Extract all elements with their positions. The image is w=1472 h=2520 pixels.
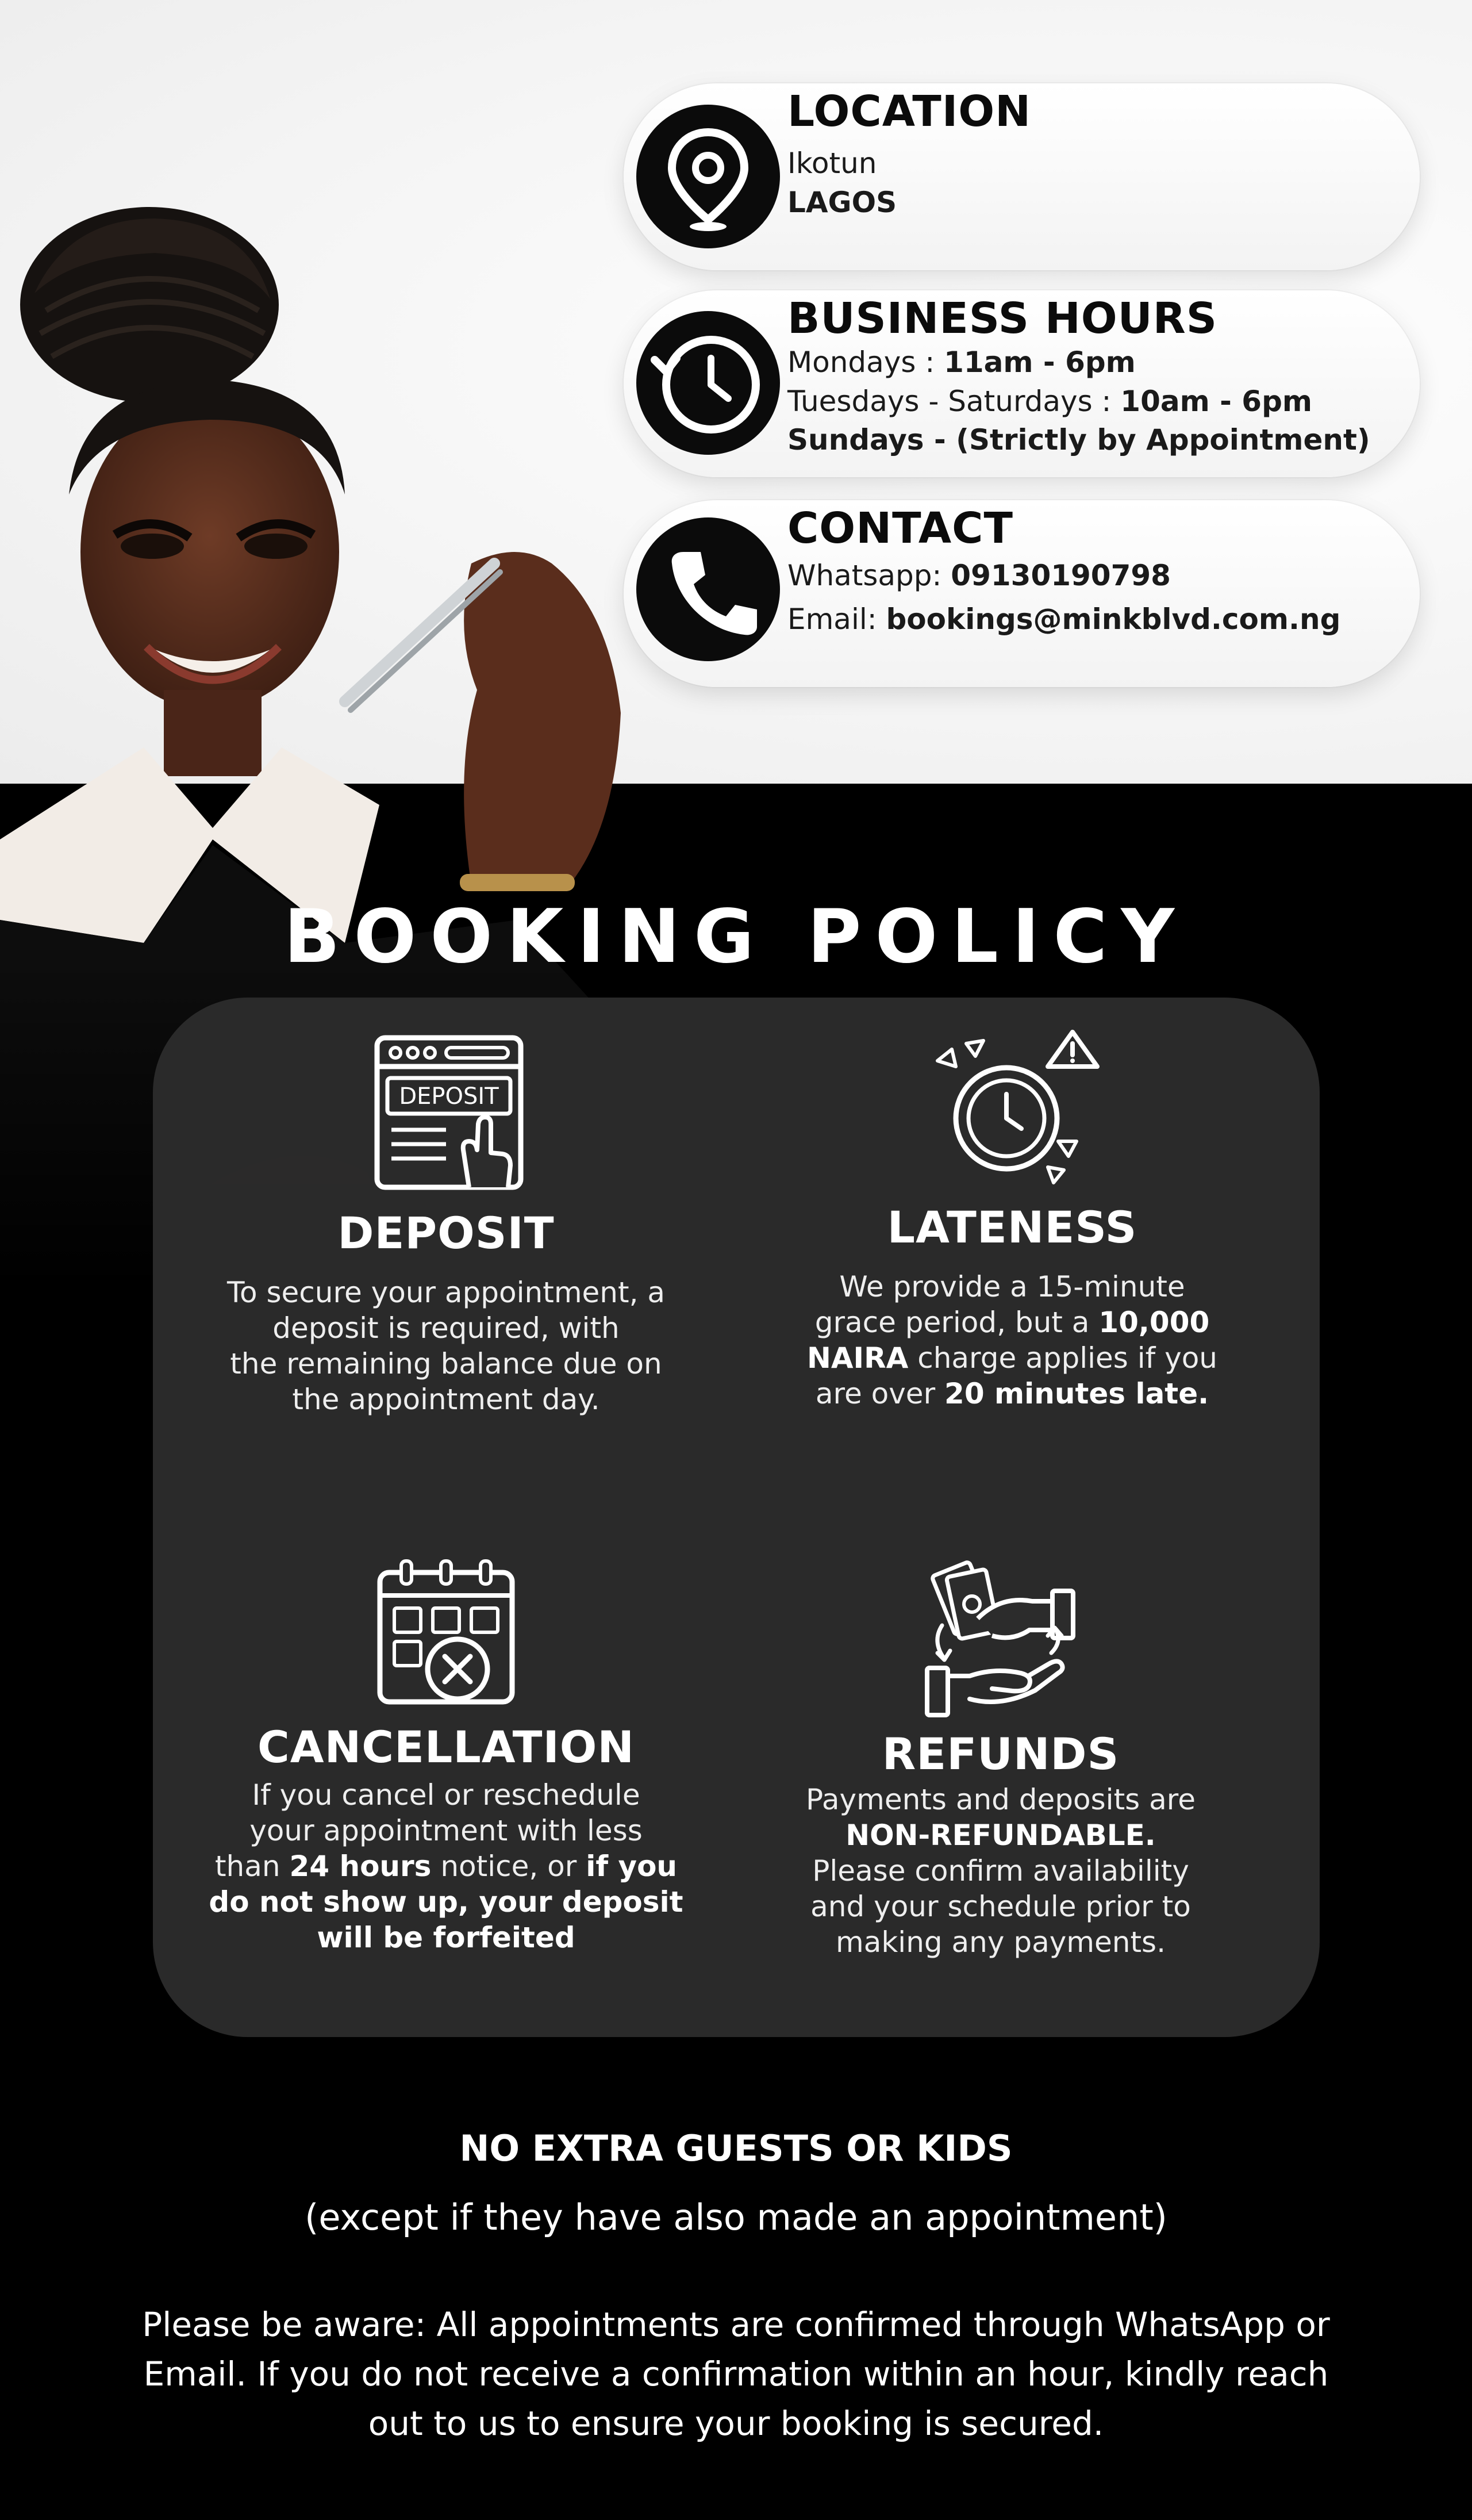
cancellation-heading: CANCELLATION [257,1721,635,1773]
monday-hours-line [787,343,1370,382]
cancellation-line [187,1920,705,1955]
cancellation-bold-part: will be forfeited [317,1921,575,1954]
notice-line: Please be aware: All appointments are confirmed through WhatsApp or [142,2305,1330,2344]
cancellation-bold-part: if you [586,1850,678,1883]
lateness-section [754,1026,1271,1411]
deposit-text [187,1275,705,1417]
deposit-line: the appointment day. [292,1383,600,1416]
clock-icon [636,311,780,455]
email-address[interactable]: bookings@minkblvd.com.ng [886,602,1341,636]
lateness-line [754,1305,1271,1340]
booking-policy-title: BOOKING POLICY [283,894,1189,980]
phone-icon [636,517,780,661]
tue-sat-hours-line [787,382,1370,421]
cancellation-line: your appointment with less [249,1814,643,1847]
lateness-text-part: grace period, but a [814,1306,1099,1339]
lateness-line: We provide a 15-minute [839,1270,1185,1303]
location-pin-icon [636,105,780,248]
deposit-heading: DEPOSIT [337,1207,555,1259]
guests-policy-note: (except if they have also made an appointment) [305,2196,1167,2238]
deposit-section [187,1032,705,1417]
refunds-heading: REFUNDS [882,1728,1120,1779]
cancellation-section [187,1555,705,1955]
cancellation-notice: 24 hours [289,1850,432,1883]
lateness-threshold: 20 minutes late. [944,1377,1209,1410]
lateness-line [754,1340,1271,1376]
whatsapp-label: Whatsapp: [787,559,951,592]
cancellation-text [187,1777,705,1955]
cancellation-line: If you cancel or reschedule [252,1778,640,1812]
tue-sat-hours: 10am - 6pm [1120,384,1312,418]
email-label: Email: [787,602,886,636]
guests-policy-heading: NO EXTRA GUESTS OR KIDS [459,2127,1013,2169]
lateness-line [754,1376,1271,1411]
refunds-text [733,1782,1268,1960]
monday-hours: 11am - 6pm [944,346,1136,379]
whatsapp-line [787,557,1340,596]
cancellation-text-part: than [214,1850,290,1883]
contact-title: CONTACT [787,504,1013,553]
notice-line: Email. If you do not receive a confirmation within an hour, kindly reach [143,2354,1329,2394]
business-hours-card [624,290,1420,477]
money-exchange-icon [914,1555,1087,1722]
refunds-line: and your schedule prior to [810,1890,1191,1923]
lateness-text-part: charge applies if you [908,1341,1217,1375]
cancellation-line [187,1884,705,1920]
deposit-form-icon [360,1032,532,1199]
business-hours-title: BUSINESS HOURS [787,294,1218,343]
lateness-amount: 10,000 [1098,1306,1210,1339]
refunds-line [733,1817,1268,1853]
lateness-text [754,1269,1271,1411]
lateness-heading: LATENESS [887,1202,1137,1253]
location-area: Ikotun [787,147,877,180]
calendar-cancel-icon [371,1555,521,1710]
refunds-section [733,1555,1268,1960]
notice-line: out to us to ensure your booking is secured. [368,2404,1104,2443]
location-city: LAGOS [787,185,897,219]
refunds-line: making any payments. [836,1926,1166,1959]
whatsapp-number[interactable]: 09130190798 [951,559,1171,592]
refunds-line: Please confirm availability [812,1854,1189,1888]
refunds-bold-part: NON-REFUNDABLE. [845,1819,1156,1852]
cancellation-text-part: notice, or [431,1850,586,1883]
sunday-hours: Sundays - (Strictly by Appointment) [787,423,1370,457]
confirmation-notice [57,2300,1415,2448]
lateness-currency: NAIRA [807,1341,909,1375]
deposit-line: the remaining balance due on [230,1347,662,1380]
deposit-line: deposit is required, with [272,1311,620,1345]
deposit-icon-label: DEPOSIT [399,1083,499,1110]
tue-sat-label: Tuesdays - Saturdays : [787,384,1121,418]
location-title: LOCATION [787,87,1032,136]
alarm-clock-warning-icon [920,1026,1104,1199]
email-line [787,600,1340,639]
contact-card [624,500,1420,687]
lateness-text-part: are over [815,1377,945,1410]
policy-panel [153,998,1320,2037]
cancellation-line [187,1848,705,1884]
monday-label: Mondays : [787,346,944,379]
deposit-line: To secure your appointment, a [226,1276,666,1309]
refunds-line: Payments and deposits are [806,1783,1196,1816]
location-card [624,83,1420,270]
cancellation-bold-part: do not show up, your deposit [209,1885,683,1919]
